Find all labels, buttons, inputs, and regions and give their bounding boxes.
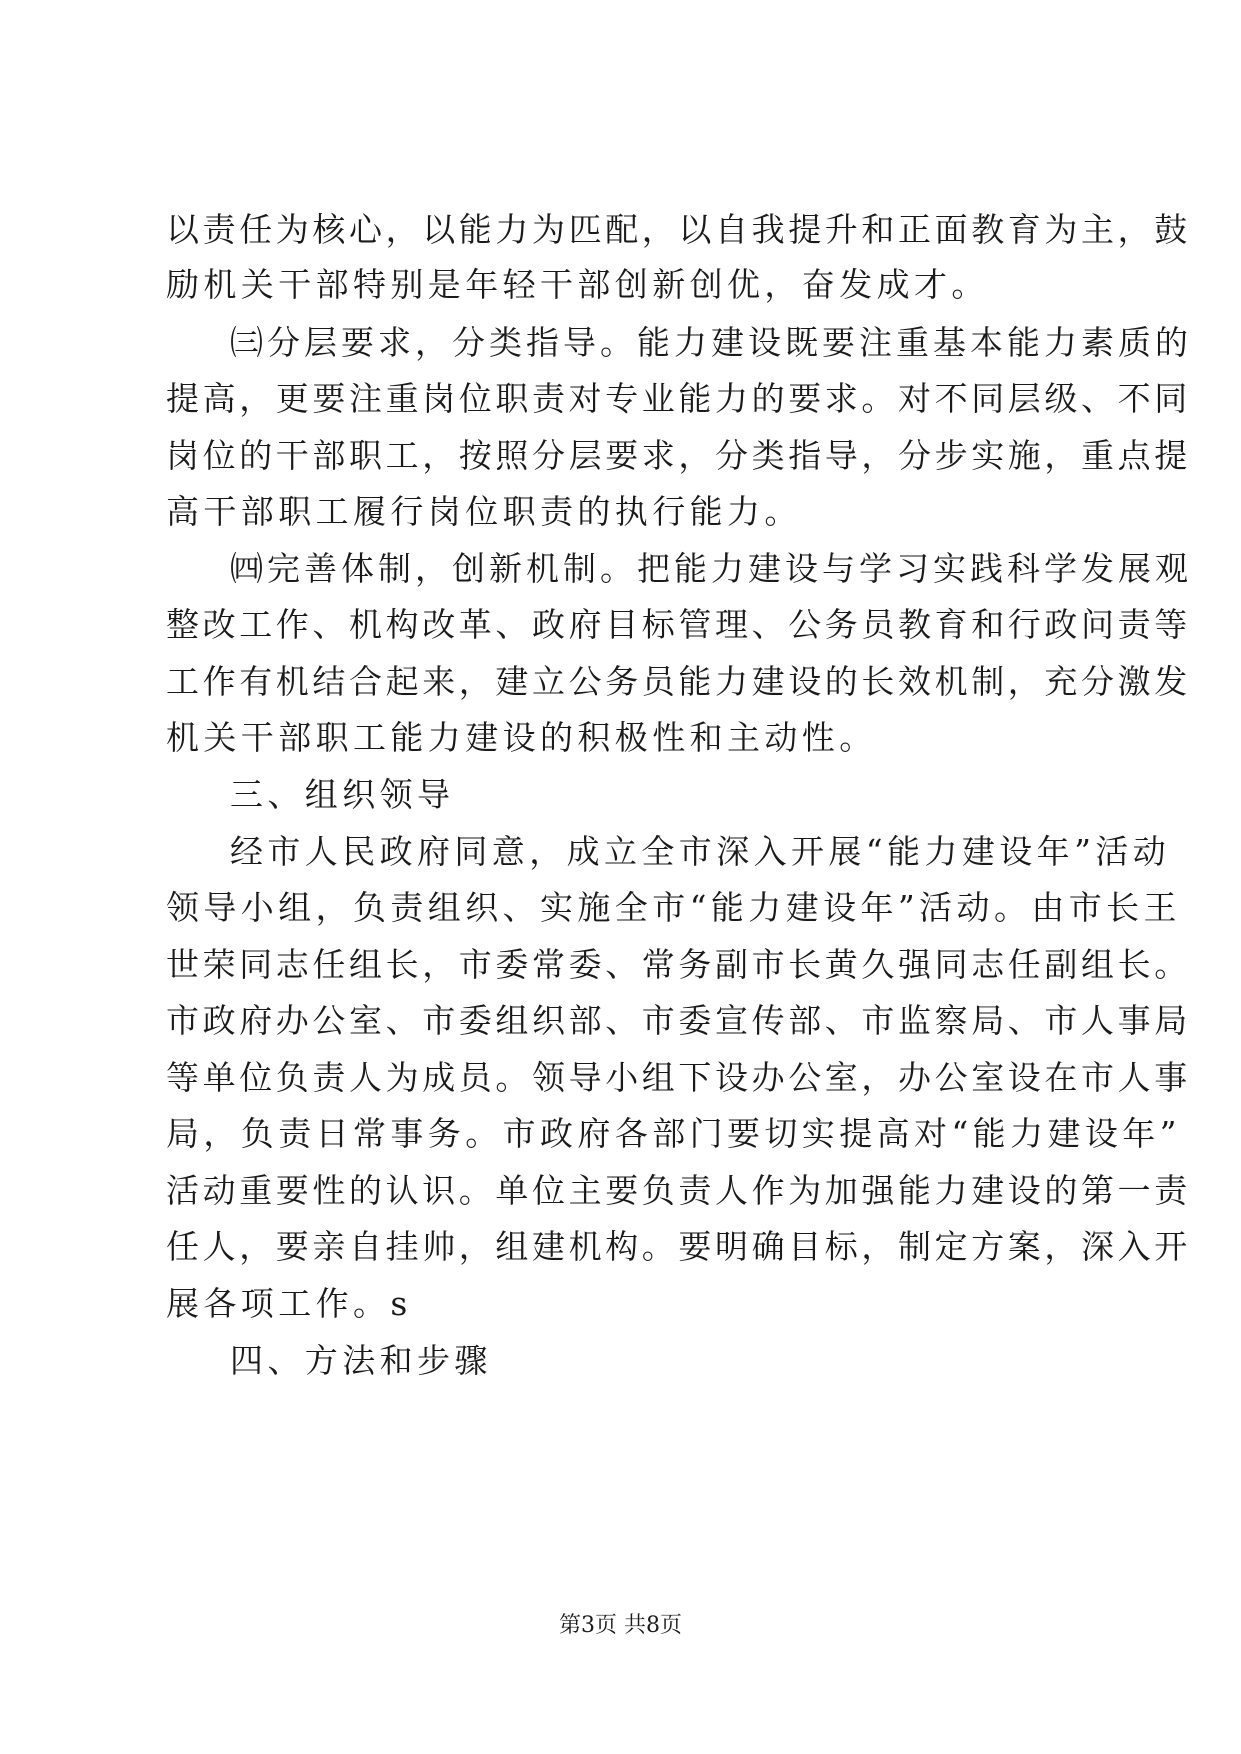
text-line: 整改工作、机构改革、政府目标管理、公务员教育和行政问责等 xyxy=(166,605,1191,644)
text-line: 局，负责日常事务。市政府各部门要切实提高对“能力建设年” xyxy=(166,1114,1181,1153)
text-line: 经市人民政府同意，成立全市深入开展“能力建设年”活动 xyxy=(230,832,1171,871)
text-line: 岗位的干部职工，按照分层要求，分类指导，分步实施，重点提 xyxy=(166,436,1191,475)
text-line: 提高，更要注重岗位职责对专业能力的要求。对不同层级、不同 xyxy=(166,379,1191,418)
page-number-footer: 第3页 共8页 xyxy=(559,1613,682,1638)
text-line: ㈢分层要求，分类指导。能力建设既要注重基本能力素质的 xyxy=(230,323,1192,362)
text-line: 市政府办公室、市委组织部、市委宣传部、市监察局、市人事局 xyxy=(166,1001,1191,1040)
text-line: 高干部职工履行岗位职责的执行能力。 xyxy=(166,492,802,531)
section-heading: 四、方法和步骤 xyxy=(230,1341,492,1380)
text-line: 任人，要亲自挂帅，组建机构。要明确目标，制定方案，深入开 xyxy=(166,1227,1191,1266)
section-heading: 三、组织领导 xyxy=(230,775,455,814)
text-line: ㈣完善体制，创新机制。把能力建设与学习实践科学发展观 xyxy=(230,549,1192,588)
text-line: 领导小组，负责组织、实施全市“能力建设年”活动。由市长王 xyxy=(166,888,1181,927)
text-line: 活动重要性的认识。单位主要负责人作为加强能力建设的第一责 xyxy=(166,1171,1191,1210)
text-line: 机关干部职工能力建设的积极性和主动性。 xyxy=(166,718,877,757)
text-line: 等单位负责人为成员。领导小组下设办公室，办公室设在市人事 xyxy=(166,1058,1191,1097)
text-line: 励机关干部特别是年轻干部创新创优，奋发成才。 xyxy=(166,265,989,304)
text-line: 世荣同志任组长，市委常委、常务副市长黄久强同志任副组长。 xyxy=(166,945,1191,984)
text-line: 以责任为核心，以能力为匹配，以自我提升和正面教育为主，鼓 xyxy=(166,210,1191,249)
text-line: 工作有机结合起来，建立公务员能力建设的长效机制，充分激发 xyxy=(166,662,1191,701)
text-line: 展各项工作。s xyxy=(166,1284,412,1323)
